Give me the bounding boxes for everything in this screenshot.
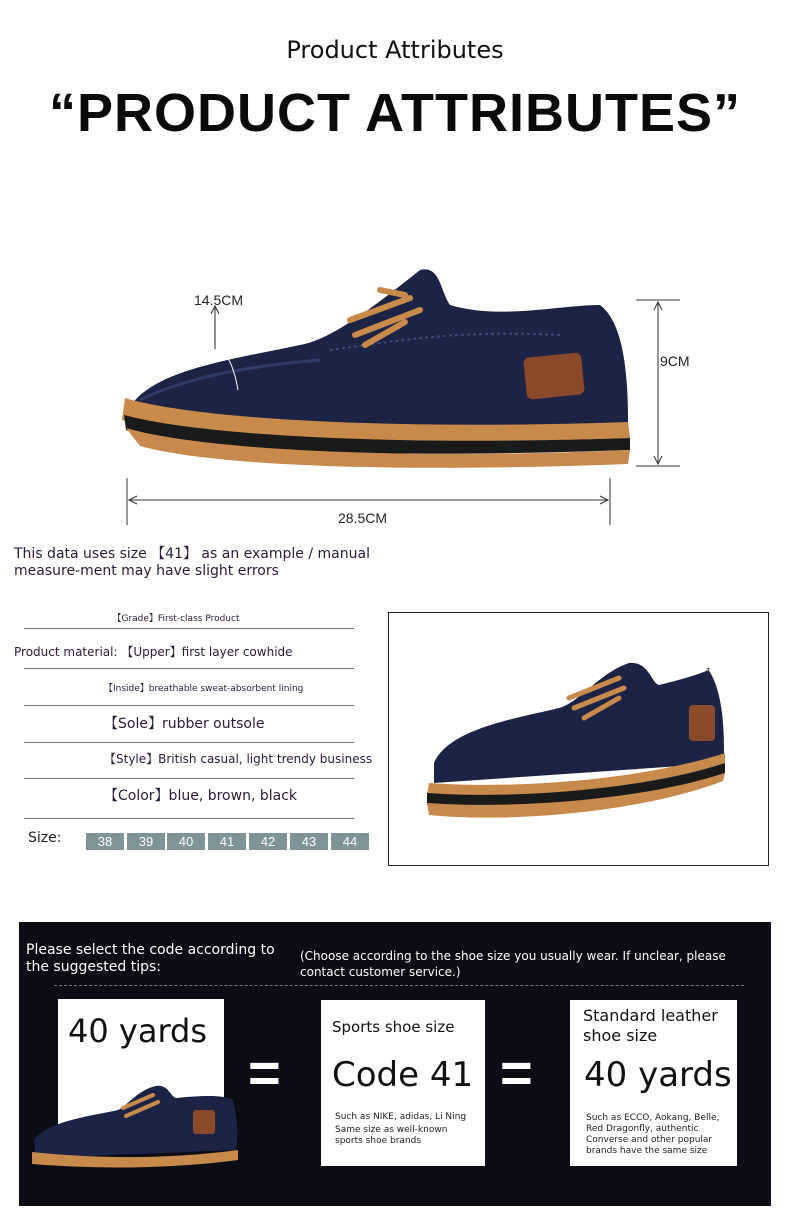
dashed-divider (54, 985, 744, 986)
product-photo (388, 612, 769, 866)
size-option[interactable]: 42 (249, 833, 287, 850)
shoe-photo-image (389, 613, 768, 865)
attr-grade: 【Grade】First-class Product (112, 614, 240, 624)
equals-sign: = (248, 1041, 281, 1104)
divider (24, 705, 354, 706)
page-subtitle: Product Attributes (286, 36, 504, 64)
leather-size-brands: Such as ECCO, Aokang, Belle, Red Dragonfly, authentic Converse and other popular brands have the same size (586, 1113, 720, 1156)
leather-size-title: Standard leather shoe size (583, 1006, 718, 1045)
sports-size-title: Sports shoe size (332, 1018, 455, 1036)
height-measure-label: 14.5CM (194, 292, 244, 308)
size-option[interactable]: 40 (167, 833, 205, 850)
divider (24, 628, 354, 629)
attr-material: Product material: 【Upper】first layer cowhide (14, 645, 293, 659)
main-shoe-diagram (0, 250, 790, 540)
sports-size-code: Code 41 (332, 1055, 474, 1095)
leather-size-yards: 40 yards (584, 1055, 732, 1095)
size-option[interactable]: 38 (86, 833, 124, 850)
page-title: “PRODUCT ATTRIBUTES” (49, 83, 741, 143)
small-shoe-image (28, 1080, 240, 1172)
attr-inside: 【Inside】breathable sweat-absorbent lining (104, 684, 304, 694)
size-guide-heading: Please select the code according to the suggested tips: (26, 942, 275, 975)
divider (24, 742, 354, 743)
measurement-note: This data uses size 【41】 as an example / manual measure-ment may have slight errors (14, 546, 370, 579)
attr-style: 【Style】British casual, light trendy business (104, 752, 373, 766)
size-guide-tip: (Choose according to the shoe size you usually wear. If unclear, please contact customer service.) (300, 949, 726, 979)
size-option[interactable]: 41 (208, 833, 246, 850)
size-option[interactable]: 43 (290, 833, 328, 850)
size-label: Size: (28, 830, 62, 846)
divider (24, 778, 354, 779)
height-9cm-label: 9CM (660, 353, 690, 369)
divider (24, 818, 354, 819)
sports-size-note: Same size as well-known sports shoe brands (335, 1125, 448, 1146)
size-option[interactable]: 39 (127, 833, 165, 850)
size-option[interactable]: 44 (331, 833, 369, 850)
yards-card-title: 40 yards (68, 1012, 208, 1050)
attr-color: 【Color】blue, brown, black (104, 788, 297, 804)
divider (24, 668, 354, 669)
equals-sign: = (500, 1041, 533, 1104)
attr-sole: 【Sole】rubber outsole (104, 716, 265, 732)
length-label: 28.5CM (338, 510, 388, 526)
sports-size-brands: Such as NIKE, adidas, Li Ning (335, 1112, 467, 1122)
